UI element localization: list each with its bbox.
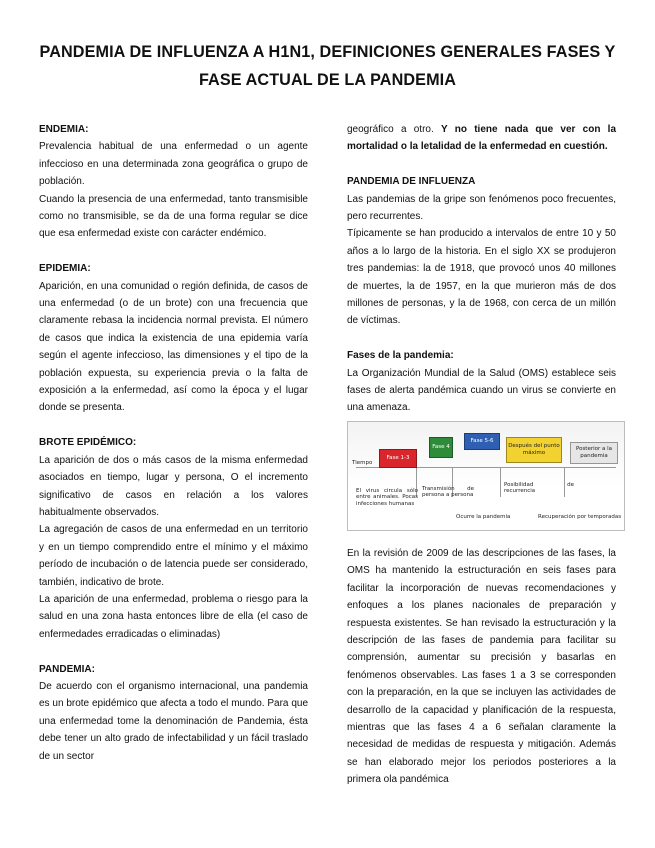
fases-heading: Fases de la pandemia: xyxy=(347,350,454,362)
phase-1-3-box: Fase 1-3 xyxy=(379,449,417,468)
seasonal-recovery-caption: Recuperación por temporadas xyxy=(538,513,622,520)
fases-paragraph-1: La Organización Mundial de la Salud (OMS) establece seis fases de alerta pandémica cuando un virus se convierte en una amenaza. xyxy=(347,367,616,414)
influenza-heading: PANDEMIA DE INFLUENZA xyxy=(347,176,476,188)
right-column xyxy=(347,121,622,789)
brote-paragraph-2: La agregación de casos de una enfermedad en un territorio y en un tiempo comprendido entre el mínimo y el máximo período de incubación o de latencia puede ser considerado, también, indicativo de brote. xyxy=(39,524,308,588)
phase-4-box: Fase 4 xyxy=(429,437,453,458)
revision-paragraph-1: En la revisión de 2009 de las descripciones de las fases, la OMS ha mantenido la estructuración en seis fases para facilitar la incorporación de nuevas recomendaciones y enfoques a los planes nacionales de preparación y respuesta existentes. Se han revisado la estructuración y la descripción de las fases de pandemia para facilitar su comprensión, aumentar su precisión y basarlas en fenómenos observables. Las fases 1 a 3 se corresponden con la preparación, en la que se incluyen las actividades de desarrollo de la capacidad y planificación de la respuesta, mientras que las fases 4 a 6 señalan claramente la necesidad de medidas de respuesta y mitigación. Además se han elaborado mejor los periodos posteriores a la primera ola pandémica xyxy=(347,547,616,786)
page-title: PANDEMIA DE INFLUENZA A H1N1, DEFINICIONES GENERALES FASES Y FASE ACTUAL DE LA PANDEMIA xyxy=(39,43,616,89)
transmission-caption: Transmisión de persona a persona xyxy=(422,485,474,499)
continued-bold-text: Y no tiene nada que ver con la mortalidad o la letalidad de la enfermedad en cuestión. xyxy=(347,124,617,153)
pandemia-paragraph-1: De acuerdo con el organismo internacional, una pandemia es un brote epidémico que afecta a todo el mundo. Para que una enfermedad tome la denominación de Pandemia, ésta debe tener un alto grado de infectabilidad y un fácil traslado de un sector xyxy=(39,680,308,762)
continued-paragraph xyxy=(347,121,616,156)
endemia-paragraph-1: Prevalencia habitual de una enfermedad o un agente infeccioso en una determinada zona geográfica o grupo de población. xyxy=(39,141,308,188)
brote-paragraph-3: La aparición de una enfermedad, problema o riesgo para la salud en una zona hasta entonces libre de ella (el caso de enfermedades erradicadas o eliminadas) xyxy=(39,593,308,640)
brote-paragraph-1: La aparición de dos o más casos de la misma enfermedad asociados en tiempo, lugar y persona, O el incremento significativo de casos en relación a los valores habitualmente observados. xyxy=(39,454,308,518)
phase-5-6-box: Fase 5-6 xyxy=(464,433,500,450)
left-column xyxy=(39,121,308,765)
brote-heading: BROTE EPIDÉMICO: xyxy=(39,437,137,449)
animal-virus-caption: El virus circula sólo entre animales. Pocas infecciones humanas xyxy=(356,487,418,507)
pandemic-occurs-caption: Ocurre la pandemia xyxy=(456,513,511,520)
pandemic-phases-figure xyxy=(347,421,625,531)
pandemia-heading: PANDEMIA: xyxy=(39,663,95,675)
post-pandemic-box: Posterior a la pandemia xyxy=(570,442,618,464)
timeline-tick xyxy=(500,467,501,497)
tiempo-label: Tiempo xyxy=(352,459,373,466)
continued-text: geográfico a otro. xyxy=(347,124,434,135)
epidemia-heading: EPIDEMIA: xyxy=(39,263,91,275)
endemia-paragraph-2: Cuando la presencia de una enfermedad, tanto transmisible como no transmisible, se da de una forma regular se dice que esa enfermedad existe con carácter endémico. xyxy=(39,193,308,240)
post-peak-box: Después del punto máximo xyxy=(506,437,562,463)
influenza-paragraph-1: Las pandemias de la gripe son fenómenos poco frecuentes, pero recurrentes. xyxy=(347,193,616,223)
recurrence-caption: Posibilidad de recurrencia xyxy=(504,481,574,495)
epidemia-paragraph-1: Aparición, en una comunidad o región definida, de casos de una enfermedad (o de un brote) con una frecuencia que claramente rebasa la incidencia normal prevista. El número de casos que indica la existencia de una epidemia varía según el agente infeccioso, las dimensiones y el tipo de la población expuesta, su experiencia previa o la falta de exposición a la enfermedad, así como la época y el lugar donde se presenta. xyxy=(39,280,308,414)
influenza-paragraph-2: Típicamente se han producido a intervalos de entre 10 y 50 años a lo largo de la historia. En el siglo XX se produjeron tres pandemias: la de 1918, que provocó unos 40 millones de muertes, la de 1957, en la que murieron más de dos millones de personas, y la de 1968, con cerca de un millón de víctimas. xyxy=(347,228,616,327)
endemia-heading: ENDEMIA: xyxy=(39,124,89,135)
